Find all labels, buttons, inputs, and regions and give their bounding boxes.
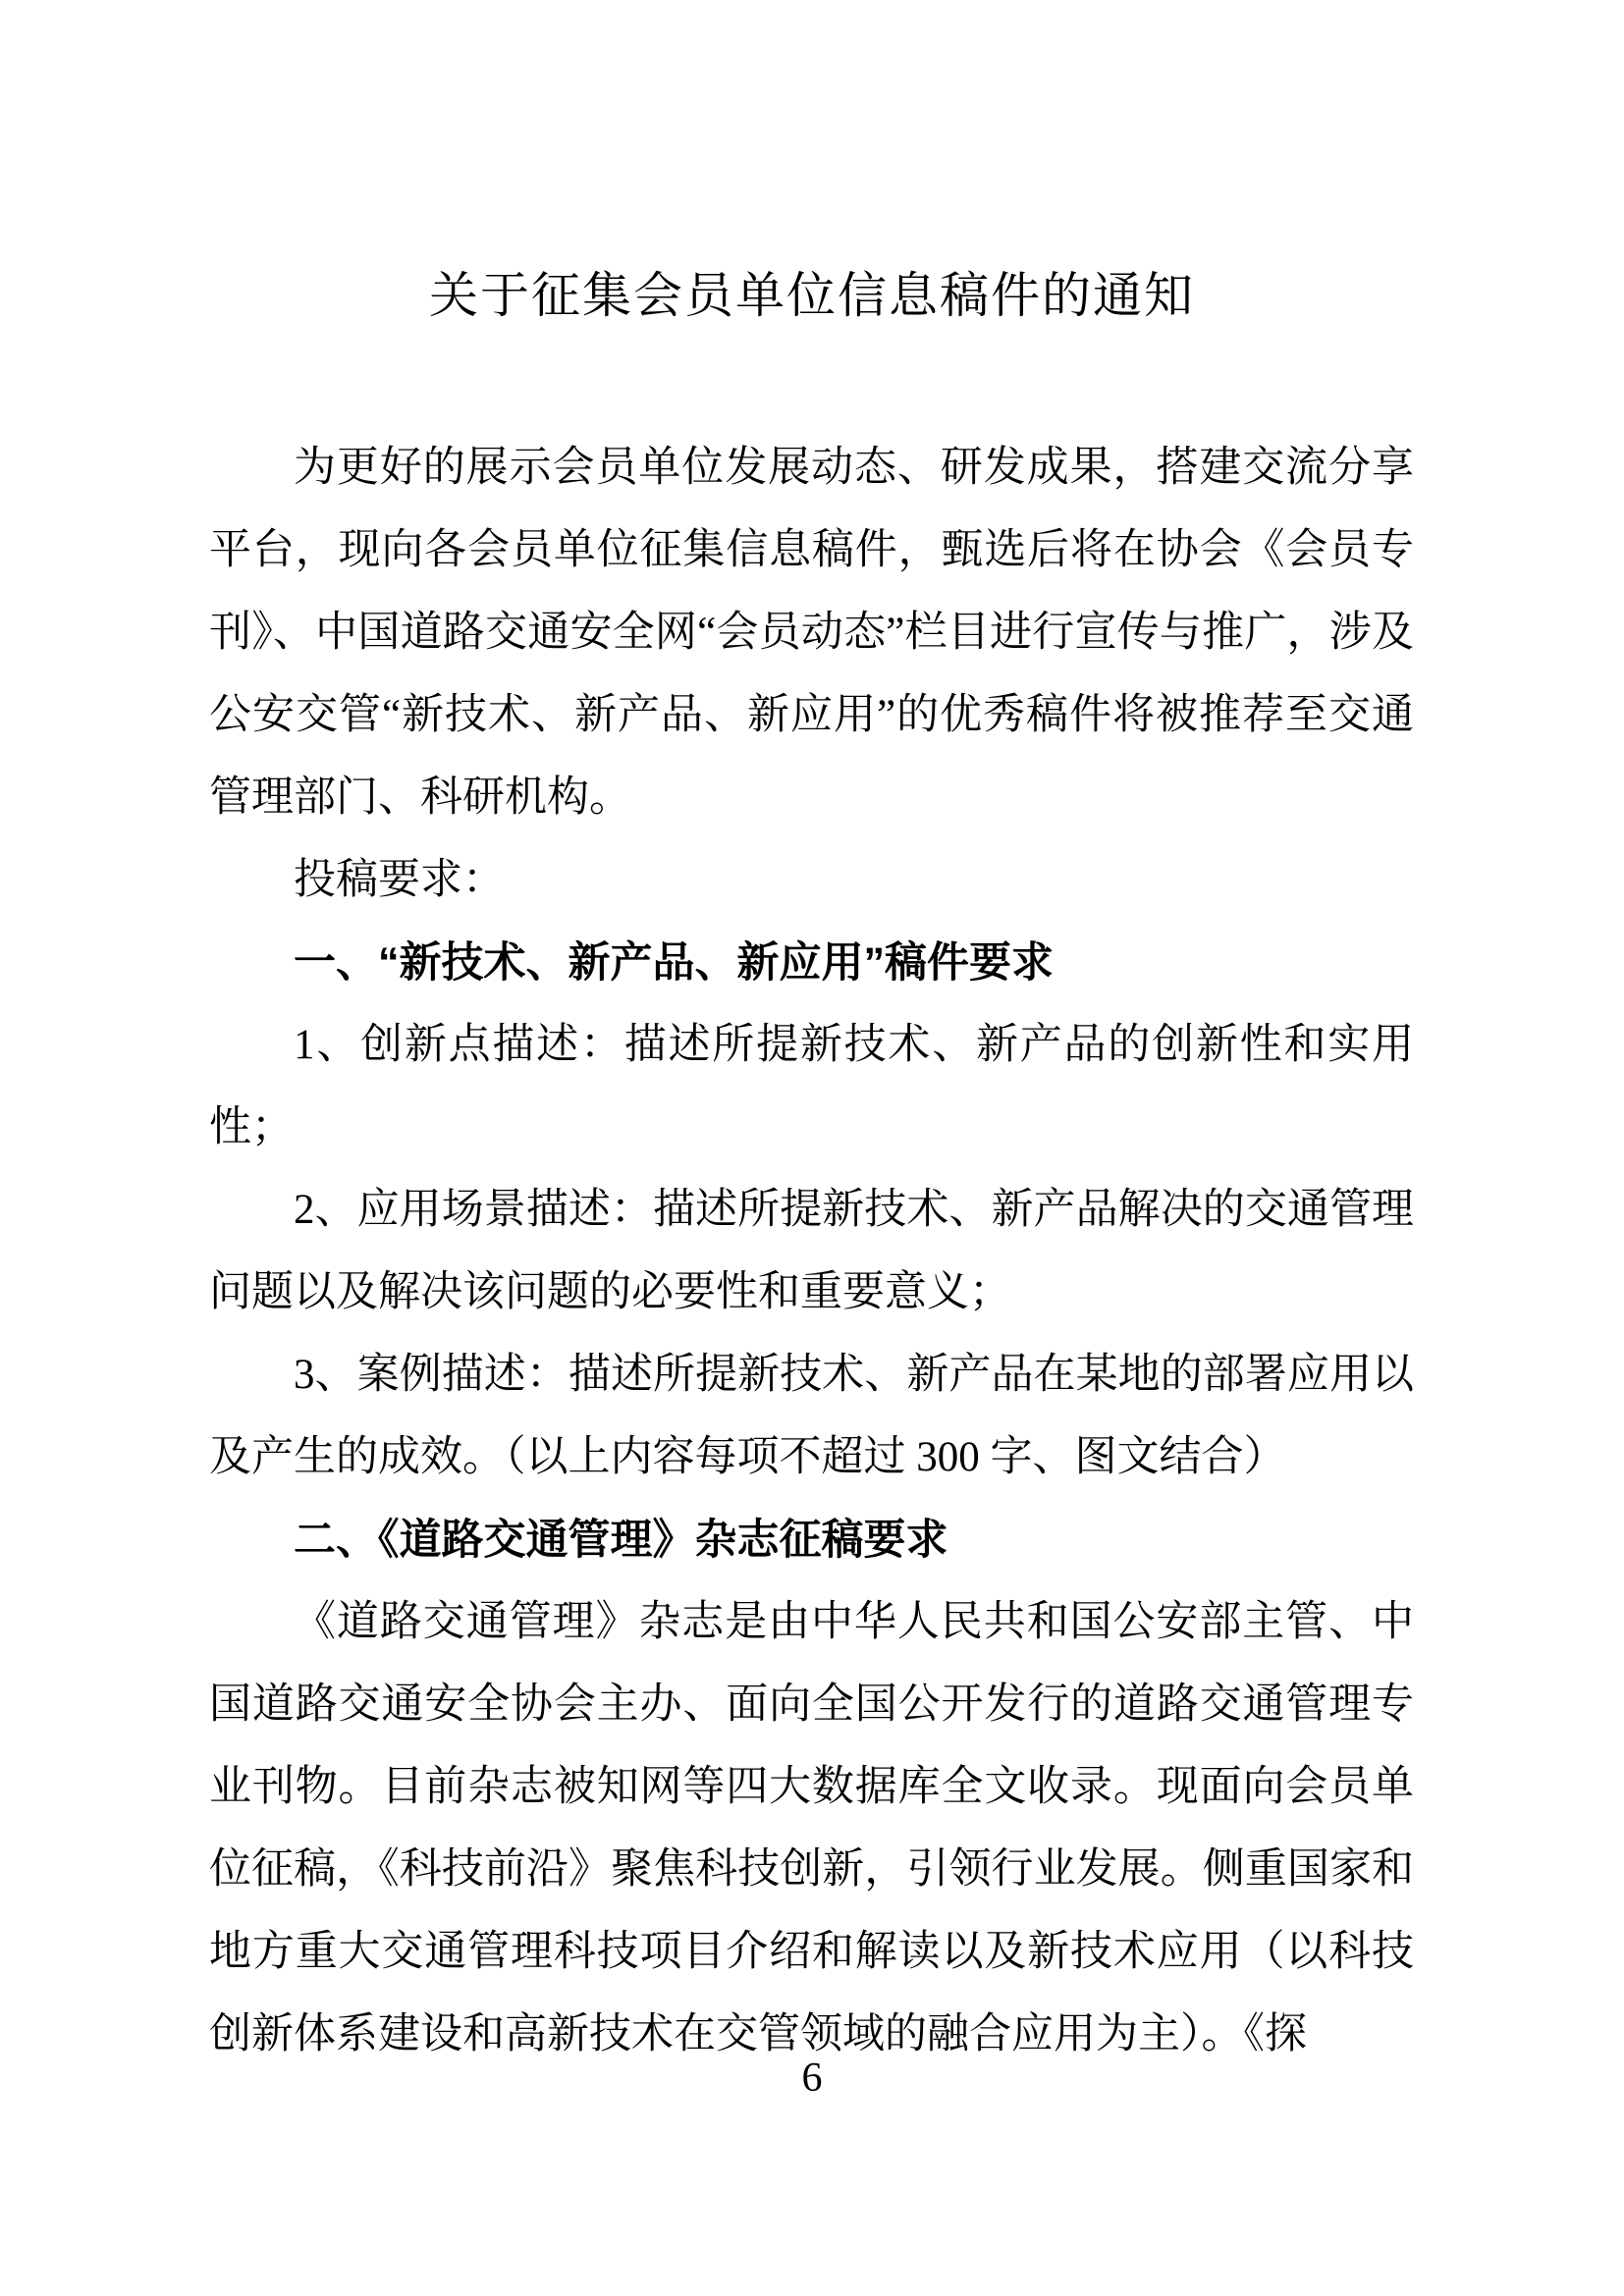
- page-footer: [0, 2054, 1624, 2103]
- document-title: 关于征集会员单位信息稿件的通知: [429, 268, 1195, 323]
- paragraph-item-3-case-description: 3、案例描述：描述所提新技术、新产品在某地的部署应用以及产生的成效。（以上内容每项不超过 300 字、图文结合）: [209, 1352, 1414, 1480]
- document-body: [209, 427, 1414, 2076]
- paragraph-item-2-application-scenario: 2、应用场景描述：描述所提新技术、新产品解决的交通管理问题以及解决该问题的必要性和重要意义；: [209, 1187, 1414, 1315]
- section-heading-magazine-requirements: 二、《道路交通管理》杂志征稿要求: [294, 1517, 948, 1564]
- section-heading-new-tech-requirements: 一、“新技术、新产品、新应用”稿件要求: [294, 939, 1054, 987]
- paragraph-intro: 为更好的展示会员单位发展动态、研发成果，搭建交流分享平台，现向各会员单位征集信息稿件，甄选后将在协会《会员专刊》、中国道路交通安全网“会员动态”栏目进行宣传与推广，涉及公安交管“新技术、新产品、新应用”的优秀稿件将被推荐至交通管理部门、科研机构。: [209, 445, 1414, 821]
- paragraph-item-1-innovation: 1、创新点描述：描述所提新技术、新产品的创新性和实用性；: [209, 1022, 1414, 1150]
- page-number: 6: [801, 2056, 823, 2101]
- paragraph-magazine-intro: 《道路交通管理》杂志是由中华人民共和国公安部主管、中国道路交通安全协会主办、面向全国公开发行的道路交通管理专业刊物。目前杂志被知网等四大数据库全文收录。现面向会员单位征稿，《科技前沿》聚焦科技创新，引领行业发展。侧重国家和地方重大交通管理科技项目介绍和解读以及新技术应用（以科技创新体系建设和高新技术在交管领域的融合应用为主）。《探: [209, 1599, 1414, 2057]
- paragraph-submission-requirements-label: 投稿要求：: [294, 857, 505, 903]
